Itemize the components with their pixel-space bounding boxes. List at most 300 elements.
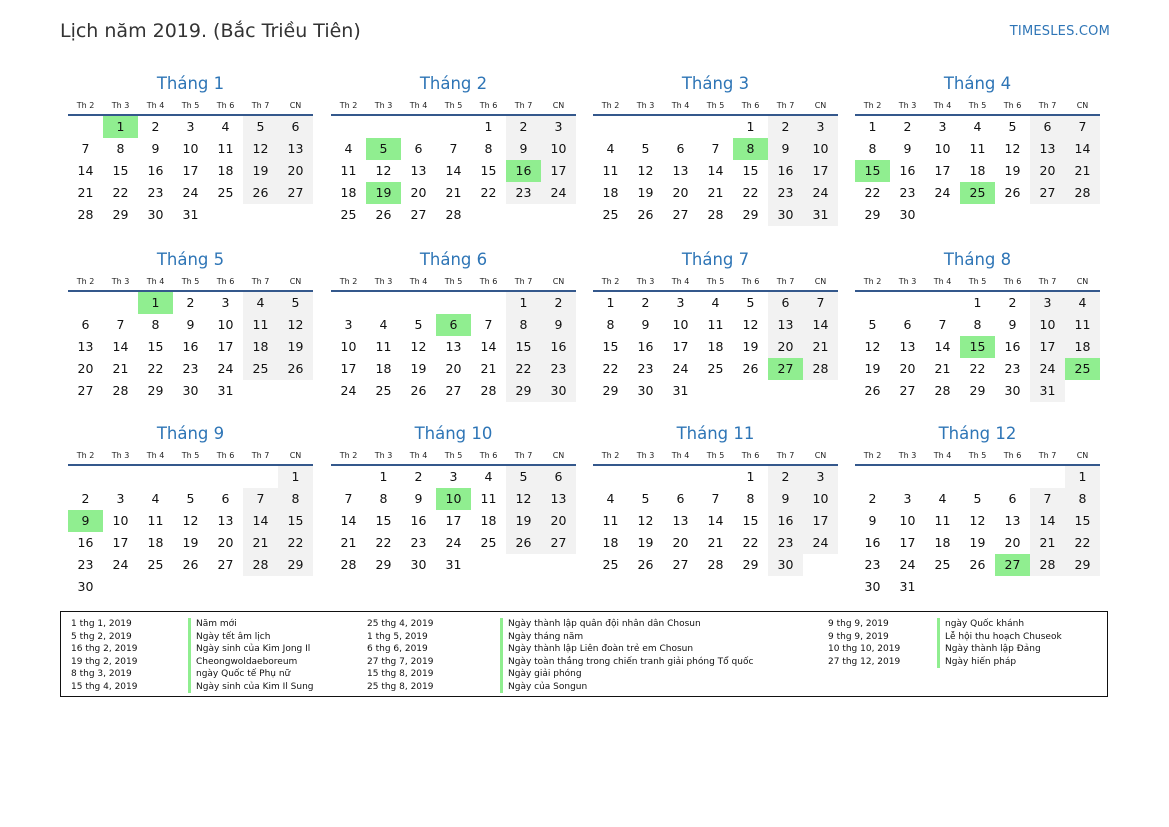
day-cell[interactable]: 10 <box>436 488 471 510</box>
day-cell[interactable]: 20 <box>672 185 689 200</box>
day-cell[interactable]: 7 <box>711 141 720 156</box>
day-cell[interactable]: 16 <box>1004 339 1021 354</box>
day-cell[interactable]: 8 <box>606 317 615 332</box>
day-cell[interactable]: 13 <box>672 163 689 178</box>
day-cell[interactable]: 22 <box>375 535 392 550</box>
day-cell[interactable]: 7 <box>711 491 720 506</box>
day-cell[interactable]: 23 <box>410 535 427 550</box>
day-cell[interactable]: 1 <box>868 119 877 134</box>
day-cell[interactable]: 31 <box>899 579 916 594</box>
day-cell[interactable]: 8 <box>151 317 160 332</box>
day-cell[interactable]: 22 <box>742 185 759 200</box>
day-cell[interactable]: 4 <box>711 295 720 310</box>
day-cell[interactable]: 23 <box>1004 361 1021 376</box>
day-cell[interactable]: 20 <box>672 535 689 550</box>
day-cell[interactable]: 11 <box>707 317 724 332</box>
day-cell[interactable]: 17 <box>803 510 838 532</box>
day-cell[interactable]: 19 <box>969 535 986 550</box>
day-cell[interactable]: 26 <box>637 557 654 572</box>
day-cell[interactable]: 23 <box>864 557 881 572</box>
day-cell[interactable]: 10 <box>217 317 234 332</box>
day-cell[interactable]: 16 <box>637 339 654 354</box>
day-cell[interactable]: 22 <box>602 361 619 376</box>
day-cell[interactable]: 27 <box>1030 182 1065 204</box>
day-cell[interactable]: 6 <box>81 317 90 332</box>
day-cell[interactable]: 2 <box>1008 295 1017 310</box>
day-cell[interactable]: 11 <box>480 491 497 506</box>
day-cell[interactable]: 3 <box>803 466 838 488</box>
day-cell[interactable]: 28 <box>1065 182 1100 204</box>
day-cell[interactable]: 14 <box>1065 138 1100 160</box>
day-cell[interactable]: 12 <box>637 163 654 178</box>
day-cell[interactable]: 6 <box>541 466 576 488</box>
day-cell[interactable]: 15 <box>742 513 759 528</box>
day-cell[interactable]: 14 <box>707 513 724 528</box>
day-cell[interactable]: 5 <box>506 466 541 488</box>
day-cell[interactable]: 24 <box>541 182 576 204</box>
day-cell[interactable]: 20 <box>768 336 803 358</box>
day-cell[interactable]: 28 <box>1030 554 1065 576</box>
day-cell[interactable]: 4 <box>973 119 982 134</box>
day-cell[interactable]: 23 <box>147 185 164 200</box>
day-cell[interactable]: 9 <box>641 317 650 332</box>
day-cell[interactable]: 24 <box>1030 358 1065 380</box>
day-cell[interactable]: 30 <box>147 207 164 222</box>
day-cell[interactable]: 10 <box>803 488 838 510</box>
day-cell[interactable]: 22 <box>147 361 164 376</box>
day-cell[interactable]: 14 <box>480 339 497 354</box>
day-cell[interactable]: 19 <box>182 535 199 550</box>
day-cell[interactable]: 22 <box>480 185 497 200</box>
day-cell[interactable]: 2 <box>151 119 160 134</box>
day-cell[interactable]: 8 <box>868 141 877 156</box>
day-cell[interactable]: 29 <box>969 383 986 398</box>
day-cell[interactable]: 25 <box>375 383 392 398</box>
day-cell[interactable]: 2 <box>186 295 195 310</box>
day-cell[interactable]: 17 <box>934 163 951 178</box>
day-cell[interactable]: 17 <box>1030 336 1065 358</box>
day-cell[interactable]: 6 <box>1008 491 1017 506</box>
day-cell[interactable]: 11 <box>969 141 986 156</box>
day-cell[interactable]: 17 <box>803 160 838 182</box>
day-cell[interactable]: 26 <box>182 557 199 572</box>
day-cell[interactable]: 28 <box>803 358 838 380</box>
day-cell[interactable]: 1 <box>484 119 493 134</box>
day-cell[interactable]: 17 <box>445 513 462 528</box>
day-cell[interactable]: 13 <box>1004 513 1021 528</box>
day-cell[interactable]: 30 <box>768 204 803 226</box>
day-cell[interactable]: 5 <box>366 138 401 160</box>
day-cell[interactable]: 16 <box>147 163 164 178</box>
day-cell[interactable]: 8 <box>1065 488 1100 510</box>
day-cell[interactable]: 17 <box>217 339 234 354</box>
day-cell[interactable]: 8 <box>973 317 982 332</box>
day-cell[interactable]: 9 <box>903 141 912 156</box>
day-cell[interactable]: 1 <box>746 469 755 484</box>
day-cell[interactable]: 1 <box>278 466 313 488</box>
day-cell[interactable]: 11 <box>147 513 164 528</box>
day-cell[interactable]: 6 <box>1030 116 1065 138</box>
day-cell[interactable]: 9 <box>868 513 877 528</box>
day-cell[interactable]: 15 <box>742 163 759 178</box>
day-cell[interactable]: 14 <box>77 163 94 178</box>
day-cell[interactable]: 2 <box>768 116 803 138</box>
day-cell[interactable]: 7 <box>81 141 90 156</box>
day-cell[interactable]: 25 <box>707 361 724 376</box>
day-cell[interactable]: 5 <box>746 295 755 310</box>
day-cell[interactable]: 28 <box>243 554 278 576</box>
day-cell[interactable]: 12 <box>182 513 199 528</box>
day-cell[interactable]: 14 <box>445 163 462 178</box>
day-cell[interactable]: 1 <box>973 295 982 310</box>
day-cell[interactable]: 30 <box>410 557 427 572</box>
day-cell[interactable]: 10 <box>182 141 199 156</box>
day-cell[interactable]: 29 <box>375 557 392 572</box>
day-cell[interactable]: 29 <box>278 554 313 576</box>
day-cell[interactable]: 26 <box>278 358 313 380</box>
day-cell[interactable]: 12 <box>243 138 278 160</box>
day-cell[interactable]: 18 <box>340 185 357 200</box>
day-cell[interactable]: 7 <box>344 491 353 506</box>
day-cell[interactable]: 20 <box>410 185 427 200</box>
day-cell[interactable]: 17 <box>182 163 199 178</box>
day-cell[interactable]: 19 <box>864 361 881 376</box>
day-cell[interactable]: 6 <box>278 116 313 138</box>
day-cell[interactable]: 11 <box>217 141 234 156</box>
day-cell[interactable]: 27 <box>410 207 427 222</box>
day-cell[interactable]: 14 <box>243 510 278 532</box>
day-cell[interactable]: 3 <box>803 116 838 138</box>
day-cell[interactable]: 21 <box>112 361 129 376</box>
day-cell[interactable]: 8 <box>484 141 493 156</box>
day-cell[interactable]: 2 <box>414 469 423 484</box>
day-cell[interactable]: 19 <box>410 361 427 376</box>
day-cell[interactable]: 5 <box>973 491 982 506</box>
day-cell[interactable]: 1 <box>506 292 541 314</box>
day-cell[interactable]: 15 <box>1065 510 1100 532</box>
day-cell[interactable]: 26 <box>864 383 881 398</box>
day-cell[interactable]: 24 <box>217 361 234 376</box>
day-cell[interactable]: 20 <box>217 535 234 550</box>
day-cell[interactable]: 19 <box>637 535 654 550</box>
day-cell[interactable]: 18 <box>217 163 234 178</box>
day-cell[interactable]: 22 <box>112 185 129 200</box>
day-cell[interactable]: 29 <box>506 380 541 402</box>
day-cell[interactable]: 14 <box>707 163 724 178</box>
day-cell[interactable]: 30 <box>768 554 803 576</box>
day-cell[interactable]: 31 <box>182 207 199 222</box>
day-cell[interactable]: 23 <box>541 358 576 380</box>
day-cell[interactable]: 13 <box>768 314 803 336</box>
day-cell[interactable]: 15 <box>147 339 164 354</box>
day-cell[interactable]: 24 <box>445 535 462 550</box>
day-cell[interactable]: 12 <box>637 513 654 528</box>
day-cell[interactable]: 5 <box>186 491 195 506</box>
day-cell[interactable]: 1 <box>746 119 755 134</box>
day-cell[interactable]: 20 <box>899 361 916 376</box>
day-cell[interactable]: 24 <box>803 532 838 554</box>
day-cell[interactable]: 18 <box>147 535 164 550</box>
day-cell[interactable]: 29 <box>112 207 129 222</box>
day-cell[interactable]: 27 <box>768 358 803 380</box>
day-cell[interactable]: 24 <box>803 182 838 204</box>
day-cell[interactable]: 1 <box>138 292 173 314</box>
day-cell[interactable]: 3 <box>938 119 947 134</box>
day-cell[interactable]: 12 <box>506 488 541 510</box>
day-cell[interactable]: 22 <box>742 535 759 550</box>
day-cell[interactable]: 31 <box>672 383 689 398</box>
day-cell[interactable]: 11 <box>602 513 619 528</box>
day-cell[interactable]: 27 <box>672 207 689 222</box>
day-cell[interactable]: 20 <box>445 361 462 376</box>
day-cell[interactable]: 30 <box>864 579 881 594</box>
day-cell[interactable]: 18 <box>934 535 951 550</box>
day-cell[interactable]: 9 <box>768 488 803 510</box>
day-cell[interactable]: 14 <box>340 513 357 528</box>
day-cell[interactable]: 17 <box>112 535 129 550</box>
day-cell[interactable]: 27 <box>278 182 313 204</box>
day-cell[interactable]: 18 <box>1065 336 1100 358</box>
day-cell[interactable]: 11 <box>243 314 278 336</box>
day-cell[interactable]: 14 <box>112 339 129 354</box>
day-cell[interactable]: 22 <box>969 361 986 376</box>
day-cell[interactable]: 25 <box>480 535 497 550</box>
day-cell[interactable]: 19 <box>366 182 401 204</box>
day-cell[interactable]: 29 <box>147 383 164 398</box>
day-cell[interactable]: 7 <box>803 292 838 314</box>
day-cell[interactable]: 9 <box>151 141 160 156</box>
day-cell[interactable]: 25 <box>934 557 951 572</box>
day-cell[interactable]: 12 <box>1004 141 1021 156</box>
day-cell[interactable]: 20 <box>1004 535 1021 550</box>
day-cell[interactable]: 4 <box>221 119 230 134</box>
day-cell[interactable]: 21 <box>707 535 724 550</box>
day-cell[interactable]: 19 <box>742 339 759 354</box>
day-cell[interactable]: 25 <box>340 207 357 222</box>
day-cell[interactable]: 26 <box>637 207 654 222</box>
day-cell[interactable]: 30 <box>899 207 916 222</box>
day-cell[interactable]: 8 <box>379 491 388 506</box>
day-cell[interactable]: 9 <box>506 138 541 160</box>
day-cell[interactable]: 25 <box>243 358 278 380</box>
day-cell[interactable]: 16 <box>410 513 427 528</box>
day-cell[interactable]: 5 <box>243 116 278 138</box>
day-cell[interactable]: 24 <box>934 185 951 200</box>
day-cell[interactable]: 1 <box>103 116 138 138</box>
day-cell[interactable]: 6 <box>414 141 423 156</box>
day-cell[interactable]: 5 <box>1008 119 1017 134</box>
day-cell[interactable]: 28 <box>707 207 724 222</box>
day-cell[interactable]: 1 <box>379 469 388 484</box>
day-cell[interactable]: 16 <box>541 336 576 358</box>
day-cell[interactable]: 7 <box>243 488 278 510</box>
day-cell[interactable]: 24 <box>112 557 129 572</box>
day-cell[interactable]: 2 <box>641 295 650 310</box>
day-cell[interactable]: 21 <box>803 336 838 358</box>
day-cell[interactable]: 12 <box>969 513 986 528</box>
day-cell[interactable]: 10 <box>672 317 689 332</box>
day-cell[interactable]: 3 <box>541 116 576 138</box>
day-cell[interactable]: 4 <box>1065 292 1100 314</box>
day-cell[interactable]: 28 <box>77 207 94 222</box>
day-cell[interactable]: 13 <box>1030 138 1065 160</box>
day-cell[interactable]: 10 <box>541 138 576 160</box>
day-cell[interactable]: 6 <box>676 141 685 156</box>
day-cell[interactable]: 3 <box>221 295 230 310</box>
day-cell[interactable]: 15 <box>506 336 541 358</box>
day-cell[interactable]: 21 <box>1065 160 1100 182</box>
day-cell[interactable]: 21 <box>480 361 497 376</box>
day-cell[interactable]: 16 <box>768 510 803 532</box>
day-cell[interactable]: 4 <box>379 317 388 332</box>
day-cell[interactable]: 4 <box>243 292 278 314</box>
day-cell[interactable]: 27 <box>77 383 94 398</box>
day-cell[interactable]: 24 <box>672 361 689 376</box>
day-cell[interactable]: 26 <box>375 207 392 222</box>
day-cell[interactable]: 15 <box>960 336 995 358</box>
day-cell[interactable]: 23 <box>899 185 916 200</box>
day-cell[interactable]: 12 <box>742 317 759 332</box>
day-cell[interactable]: 4 <box>606 491 615 506</box>
day-cell[interactable]: 9 <box>186 317 195 332</box>
day-cell[interactable]: 27 <box>541 532 576 554</box>
day-cell[interactable]: 11 <box>1065 314 1100 336</box>
day-cell[interactable]: 11 <box>375 339 392 354</box>
day-cell[interactable]: 3 <box>1030 292 1065 314</box>
day-cell[interactable]: 11 <box>934 513 951 528</box>
day-cell[interactable]: 15 <box>480 163 497 178</box>
day-cell[interactable]: 3 <box>449 469 458 484</box>
day-cell[interactable]: 26 <box>1004 185 1021 200</box>
day-cell[interactable]: 26 <box>410 383 427 398</box>
day-cell[interactable]: 27 <box>445 383 462 398</box>
day-cell[interactable]: 12 <box>410 339 427 354</box>
day-cell[interactable]: 23 <box>768 532 803 554</box>
day-cell[interactable]: 4 <box>484 469 493 484</box>
day-cell[interactable]: 28 <box>340 557 357 572</box>
day-cell[interactable]: 6 <box>768 292 803 314</box>
day-cell[interactable]: 29 <box>742 207 759 222</box>
day-cell[interactable]: 8 <box>116 141 125 156</box>
day-cell[interactable]: 3 <box>344 317 353 332</box>
day-cell[interactable]: 29 <box>602 383 619 398</box>
day-cell[interactable]: 6 <box>221 491 230 506</box>
day-cell[interactable]: 15 <box>375 513 392 528</box>
day-cell[interactable]: 27 <box>672 557 689 572</box>
day-cell[interactable]: 8 <box>506 314 541 336</box>
day-cell[interactable]: 16 <box>768 160 803 182</box>
day-cell[interactable]: 12 <box>864 339 881 354</box>
day-cell[interactable]: 24 <box>182 185 199 200</box>
day-cell[interactable]: 28 <box>112 383 129 398</box>
day-cell[interactable]: 21 <box>707 185 724 200</box>
day-cell[interactable]: 23 <box>506 182 541 204</box>
day-cell[interactable]: 11 <box>340 163 357 178</box>
day-cell[interactable]: 21 <box>77 185 94 200</box>
day-cell[interactable]: 2 <box>868 491 877 506</box>
day-cell[interactable]: 2 <box>506 116 541 138</box>
day-cell[interactable]: 31 <box>445 557 462 572</box>
day-cell[interactable]: 1 <box>1065 466 1100 488</box>
site-link[interactable]: TIMESLES.COM <box>1009 24 1110 39</box>
day-cell[interactable]: 19 <box>243 160 278 182</box>
day-cell[interactable]: 4 <box>606 141 615 156</box>
day-cell[interactable]: 9 <box>541 314 576 336</box>
day-cell[interactable]: 7 <box>116 317 125 332</box>
day-cell[interactable]: 16 <box>506 160 541 182</box>
day-cell[interactable]: 21 <box>1030 532 1065 554</box>
day-cell[interactable]: 26 <box>243 182 278 204</box>
day-cell[interactable]: 8 <box>733 138 768 160</box>
day-cell[interactable]: 19 <box>278 336 313 358</box>
day-cell[interactable]: 27 <box>899 383 916 398</box>
day-cell[interactable]: 5 <box>868 317 877 332</box>
day-cell[interactable]: 25 <box>960 182 995 204</box>
day-cell[interactable]: 7 <box>1065 116 1100 138</box>
day-cell[interactable]: 26 <box>506 532 541 554</box>
day-cell[interactable]: 25 <box>217 185 234 200</box>
day-cell[interactable]: 22 <box>278 532 313 554</box>
day-cell[interactable]: 7 <box>449 141 458 156</box>
day-cell[interactable]: 3 <box>903 491 912 506</box>
day-cell[interactable]: 18 <box>243 336 278 358</box>
day-cell[interactable]: 16 <box>864 535 881 550</box>
day-cell[interactable]: 17 <box>541 160 576 182</box>
day-cell[interactable]: 30 <box>637 383 654 398</box>
day-cell[interactable]: 28 <box>480 383 497 398</box>
day-cell[interactable]: 9 <box>1008 317 1017 332</box>
day-cell[interactable]: 18 <box>969 163 986 178</box>
day-cell[interactable]: 6 <box>676 491 685 506</box>
day-cell[interactable]: 29 <box>864 207 881 222</box>
day-cell[interactable]: 29 <box>742 557 759 572</box>
day-cell[interactable]: 2 <box>541 292 576 314</box>
day-cell[interactable]: 13 <box>445 339 462 354</box>
day-cell[interactable]: 4 <box>151 491 160 506</box>
day-cell[interactable]: 25 <box>602 207 619 222</box>
day-cell[interactable]: 28 <box>707 557 724 572</box>
day-cell[interactable]: 25 <box>602 557 619 572</box>
day-cell[interactable]: 30 <box>182 383 199 398</box>
day-cell[interactable]: 24 <box>899 557 916 572</box>
day-cell[interactable]: 6 <box>903 317 912 332</box>
day-cell[interactable]: 15 <box>602 339 619 354</box>
day-cell[interactable]: 3 <box>116 491 125 506</box>
day-cell[interactable]: 16 <box>182 339 199 354</box>
day-cell[interactable]: 10 <box>340 339 357 354</box>
day-cell[interactable]: 7 <box>484 317 493 332</box>
day-cell[interactable]: 14 <box>934 339 951 354</box>
day-cell[interactable]: 3 <box>186 119 195 134</box>
day-cell[interactable]: 10 <box>803 138 838 160</box>
day-cell[interactable]: 12 <box>278 314 313 336</box>
day-cell[interactable]: 9 <box>68 510 103 532</box>
day-cell[interactable]: 14 <box>1030 510 1065 532</box>
day-cell[interactable]: 15 <box>855 160 890 182</box>
day-cell[interactable]: 23 <box>768 182 803 204</box>
day-cell[interactable]: 21 <box>243 532 278 554</box>
day-cell[interactable]: 5 <box>641 141 650 156</box>
day-cell[interactable]: 5 <box>278 292 313 314</box>
day-cell[interactable]: 9 <box>768 138 803 160</box>
day-cell[interactable]: 25 <box>1065 358 1100 380</box>
day-cell[interactable]: 2 <box>81 491 90 506</box>
day-cell[interactable]: 7 <box>1030 488 1065 510</box>
day-cell[interactable]: 30 <box>77 579 94 594</box>
day-cell[interactable]: 10 <box>112 513 129 528</box>
day-cell[interactable]: 21 <box>340 535 357 550</box>
day-cell[interactable]: 16 <box>77 535 94 550</box>
